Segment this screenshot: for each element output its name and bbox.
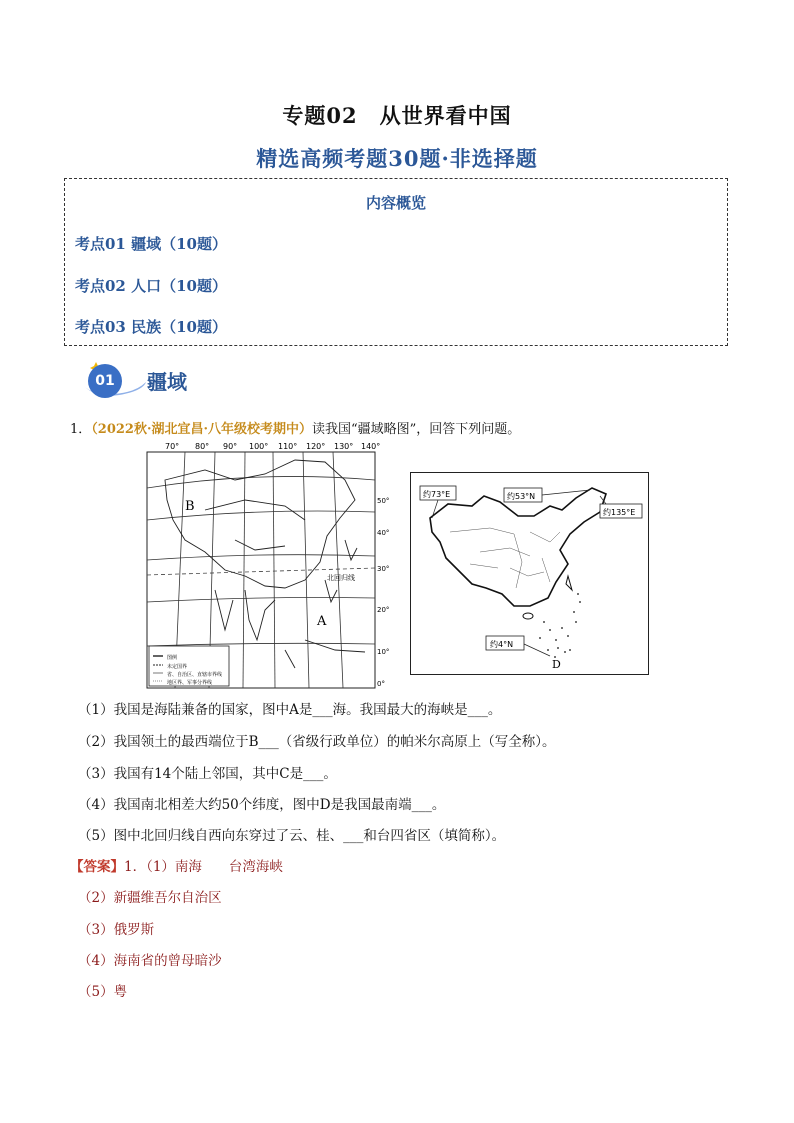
subquestion-5: （5）图中北回归线自西向东穿过了云、桂、___和台四省区（填简称）。: [78, 828, 506, 844]
east-extreme-label: 约135°E: [603, 508, 636, 517]
lat-label: 0°: [377, 680, 385, 688]
tropic-label: 北回归线: [327, 574, 355, 582]
answer-line-5: （5）粤: [78, 984, 128, 1000]
lat-label: 50°: [377, 497, 390, 505]
legend-item: 地区界、军事分界线: [167, 680, 213, 686]
territory-map-right: [410, 472, 650, 680]
legend-item: 未定国界: [167, 664, 188, 670]
territory-map-left: [145, 440, 390, 694]
answer-text: 1．（1）南海 台湾海峡: [124, 859, 283, 875]
west-extreme-label: 约73°E: [423, 490, 451, 499]
lon-label: 70°: [165, 442, 180, 451]
label-a: A: [317, 614, 327, 629]
section-number-badge: 01: [88, 364, 122, 398]
answer-line-3: （3）俄罗斯: [78, 922, 155, 938]
subquestion-1: （1）我国是海陆兼备的国家，图中A是___海。我国最大的海峡是___。: [78, 702, 502, 718]
question-number: 1．: [70, 422, 92, 437]
answer-line-2: （2）新疆维吾尔自治区: [78, 890, 222, 906]
answer-line-1: [70, 855, 283, 875]
legend-item: 省、自治区、直辖市界线: [167, 672, 223, 678]
north-extreme-label: 约53°N: [507, 492, 536, 501]
legend-title: 图例: [167, 655, 178, 661]
toc-heading: 内容概览: [365, 194, 426, 212]
lon-label: 90°: [223, 442, 238, 451]
lon-label: 120°: [306, 442, 326, 451]
answer-tag: 【答案】: [70, 859, 124, 875]
lat-label: 40°: [377, 529, 390, 537]
content-overview-box: [64, 178, 728, 346]
subquestion-2: （2）我国领土的最西端位于B___（省级行政单位）的帕米尔高原上（写全称）。: [78, 734, 556, 750]
lon-label: 110°: [278, 442, 298, 451]
label-b: B: [185, 499, 195, 514]
south-extreme-label: 约4°N: [490, 640, 514, 649]
page-subtitle: 精选高频考题30题·非选择题: [256, 146, 538, 171]
section-title: 疆域: [147, 370, 187, 394]
label-d: D: [552, 658, 561, 671]
question-text: 读我国“疆域略图”，回答下列问题。: [312, 422, 521, 437]
subquestion-4: （4）我国南北相差大约50个纬度，图中D是我国最南端___。: [78, 797, 446, 813]
toc-item-3: 考点03 民族（10题）: [75, 318, 227, 336]
lon-label: 80°: [195, 442, 210, 451]
question-source: （2022秋·湖北宜昌·八年级校考期中）: [91, 422, 313, 437]
lon-label: 130°: [334, 442, 354, 451]
page-title: 专题02 从世界看中国: [282, 103, 512, 128]
answer-line-4: （4）海南省的曾母暗沙: [78, 953, 222, 969]
toc-item-1: 考点01 疆域（10题）: [75, 235, 227, 253]
lon-label: 140°: [361, 442, 381, 451]
lat-label: 10°: [377, 648, 390, 656]
lon-label: 100°: [249, 442, 269, 451]
toc-item-2: 考点02 人口（10题）: [75, 277, 227, 295]
subquestion-3: （3）我国有14个陆上邻国，其中C是___。: [78, 766, 337, 782]
lat-label: 20°: [377, 606, 390, 614]
lat-label: 30°: [377, 565, 390, 573]
question-1-stem: [70, 418, 520, 437]
